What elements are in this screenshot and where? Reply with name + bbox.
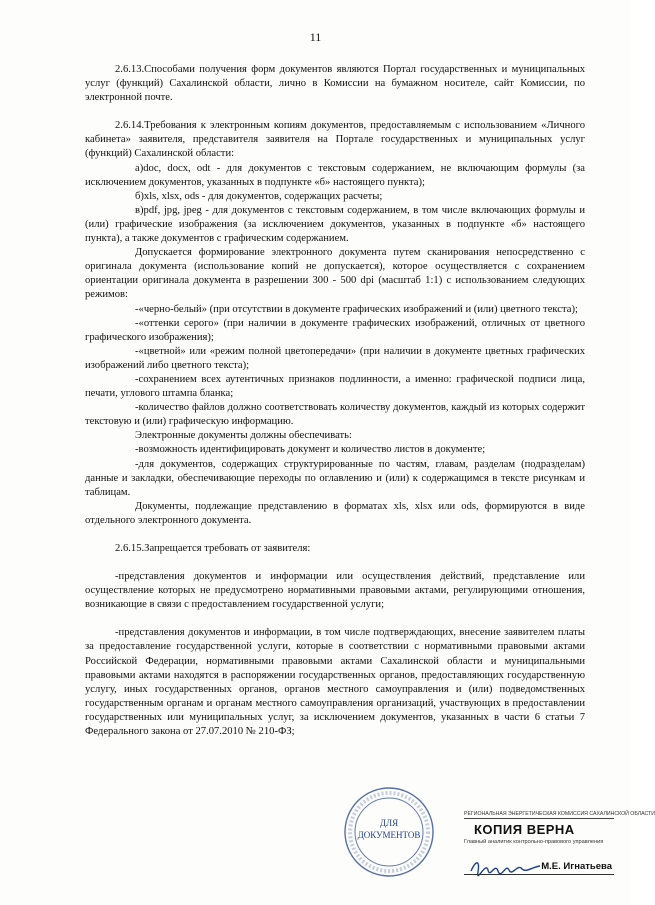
paragraph: -«оттенки серого» (при наличии в документе графических изображений, отличных от цветного графического изображения);	[85, 317, 585, 343]
certification-stamp	[464, 811, 655, 881]
paragraph: Допускается формирование электронного документа путем сканирования непосредственно с оригинала документа (использование копий не допускается), которое осуществляется с сохранением ориентации оригинала документа в разрешении 300 - 500 dpi (масштаб 1:1) с использованием следующих режимов:	[85, 247, 585, 301]
paragraph: -«цветной» или «режим полной цветопередачи» (при наличии в документе цветных графических изображений либо цветного текста);	[85, 345, 585, 371]
paragraph: -представления документов и информации или осуществления действий, представление или осуществление которых не предусмотрено нормативными правовыми актами, регулирующими отношения, возникающие в связи с предоставлением государственной услуги;	[85, 571, 585, 611]
paragraph: -представления документов и информации, в том числе подтверждающих, внесение заявителем платы за предоставление государственной услуги, которые в соответствии с нормативными правовыми актами Российской Федерации, нормативными правовыми актами Сахалинской области и муниципальными правовыми актами находятся в распоряжении государственных органов, предоставляющих государственную услугу, иных государственных органов, органов местного самоуправления и (или) подведомственных государственным органам и органам местного самоуправления организаций, участвующих в предоставлении государственных или муниципальных услуг, за исключением документов, указанных в части 6 статьи 7 Федерального закона от 27.07.2010 № 210-ФЗ;	[85, 627, 585, 738]
round-seal	[343, 786, 435, 878]
paragraph: а)doc, docx, odt - для документов с текстовым содержанием, не включающим формулы (за исключением документов, указанных в подпункте «б» настоящего пункта);	[85, 162, 585, 188]
signature-line	[464, 874, 614, 875]
paragraph: -количество файлов должно соответствовать количеству документов, каждый из которых содержит текстовую и (или) графическую информацию.	[85, 402, 585, 428]
paragraph: 2.6.13.Способами получения форм документов являются Портал государственных и муниципальных услуг (функций) Сахалинской области, лично в Комиссии на бумажном носителе, сайт Комиссии, по электронной почте.	[85, 64, 585, 104]
paragraph: -для документов, содержащих структурированные по частям, главам, разделам (подразделам) данные и закладки, обеспечивающие переходы по оглавлению и (или) к содержащимся в тексте рисункам и таблицам.	[85, 458, 585, 498]
stamp-name: М.Е. Игнатьева	[541, 861, 612, 872]
seal-text-bottom: ДОКУМЕНТОВ	[357, 830, 421, 840]
page-number: 11	[309, 30, 322, 44]
document-body	[85, 63, 585, 739]
paragraph: -«черно-белый» (при отсутствии в документе графических изображений и (или) цветного текста);	[135, 303, 578, 315]
stamp-subtitle: Главный аналитик контрольно-правового управления	[464, 839, 604, 845]
paragraph: -возможность идентифицировать документ и количество листов в документе;	[135, 444, 486, 456]
paragraph: в)pdf, jpg, jpeg - для документов с текстовым содержанием, в том числе включающих формулы и (или) графические изображения (за исключением документов, указанных в подпункте «б» настоящего пункта), а также документов с графическим содержанием.	[85, 204, 585, 245]
seal-text-top: ДЛЯ	[379, 818, 399, 828]
paragraph: Электронные документы должны обеспечивать:	[135, 430, 352, 442]
stamp-title: КОПИЯ ВЕРНА	[474, 822, 575, 837]
paragraph: б)xls, xlsx, ods - для документов, содержащих расчеты;	[135, 190, 383, 202]
paragraph: 2.6.14.Требования к электронным копиям документов, предоставляемым с использованием «Личного кабинета» заявителя, представителя заявителя на Портале государственных и муниципальных услуг (функций) Сахалинской области:	[85, 120, 585, 160]
paragraph: Документы, подлежащие представлению в форматах xls, xlsx или ods, формируются в виде отдельного электронного документа.	[85, 500, 585, 526]
stamp-header: РЕГИОНАЛЬНАЯ ЭНЕРГЕТИЧЕСКАЯ КОМИССИЯ САХАЛИНСКОЙ ОБЛАСТИ	[464, 811, 655, 817]
paragraph: -сохранением всех аутентичных признаков подлинности, а именно: графической подписи лица, печати, углового штампа бланка;	[85, 373, 585, 400]
paragraph: 2.6.15.Запрещается требовать от заявителя:	[115, 543, 311, 554]
